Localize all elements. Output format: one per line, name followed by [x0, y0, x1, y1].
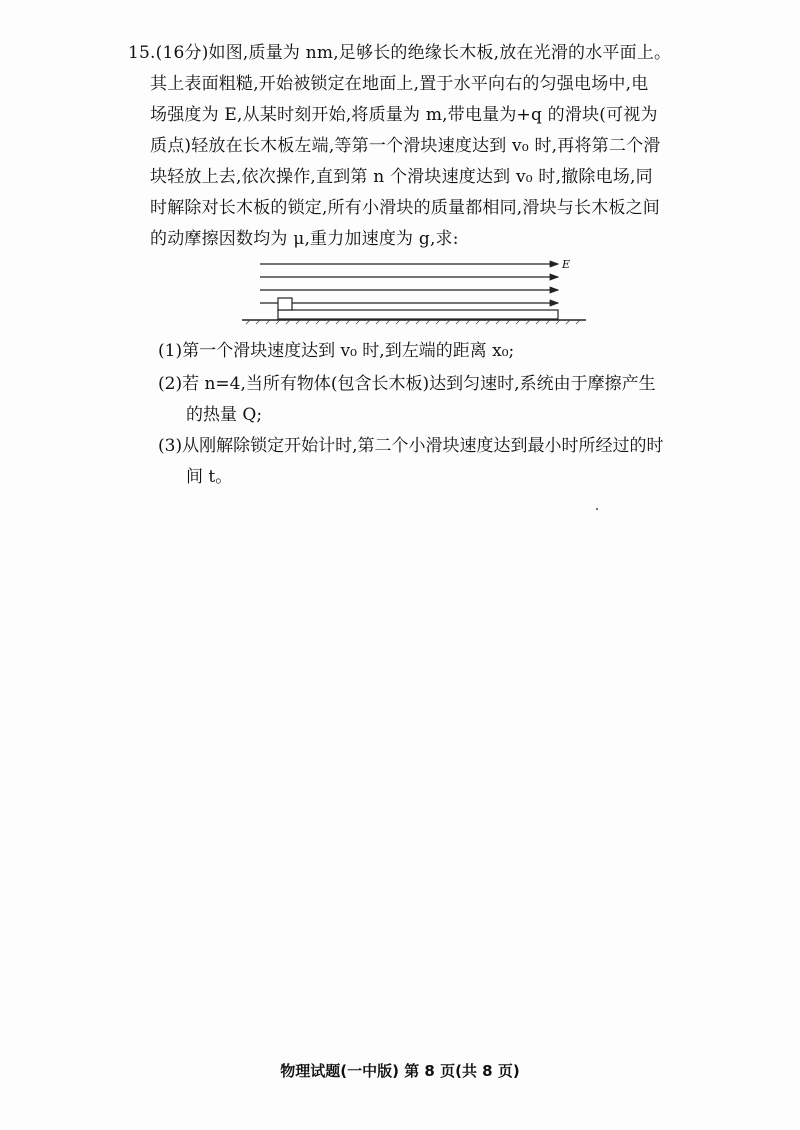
- problem-line: 场强度为 E,从某时刻开始,将质量为 m,带电量为+q 的滑块(可视为: [150, 105, 658, 125]
- question-2: [158, 369, 678, 431]
- question-line: 间 t。: [186, 467, 233, 487]
- long-board: [278, 310, 558, 319]
- board-field-diagram: [240, 254, 590, 332]
- page-footer: 物理试题(一中版) 第 8 页(共 8 页): [280, 1062, 520, 1080]
- problem-line: 质点)轻放在长木板左端,等第一个滑块速度达到 v₀ 时,再将第二个滑: [150, 136, 661, 156]
- question-1: [158, 336, 678, 367]
- stray-mark: [596, 508, 598, 510]
- field-label: E: [562, 258, 571, 271]
- question-line: (3)从刚解除锁定开始计时,第二个小滑块速度达到最小时所经过的时: [158, 436, 664, 456]
- question-line: 的热量 Q;: [186, 405, 263, 425]
- problem-line: 的动摩擦因数均为 μ,重力加速度为 g,求:: [150, 229, 459, 249]
- problem-line: 其上表面粗糙,开始被锁定在地面上,置于水平向右的匀强电场中,电: [150, 74, 649, 94]
- question-line: (2)若 n=4,当所有物体(包含长木板)达到匀速时,系统由于摩擦产生: [158, 374, 656, 394]
- question-3: [158, 431, 678, 493]
- problem-line: 15.(16分)如图,质量为 nm,足够长的绝缘长木板,放在光滑的水平面上。: [128, 43, 672, 63]
- question-line: (1)第一个滑块速度达到 v₀ 时,到左端的距离 x₀;: [158, 341, 515, 361]
- problem-15-statement: [128, 38, 673, 255]
- slider-block: [278, 298, 292, 310]
- problem-line: 时解除对长木板的锁定,所有小滑块的质量都相同,滑块与长木板之间: [150, 198, 661, 218]
- problem-line: 块轻放上去,依次操作,直到第 n 个滑块速度达到 v₀ 时,撤除电场,同: [150, 167, 653, 187]
